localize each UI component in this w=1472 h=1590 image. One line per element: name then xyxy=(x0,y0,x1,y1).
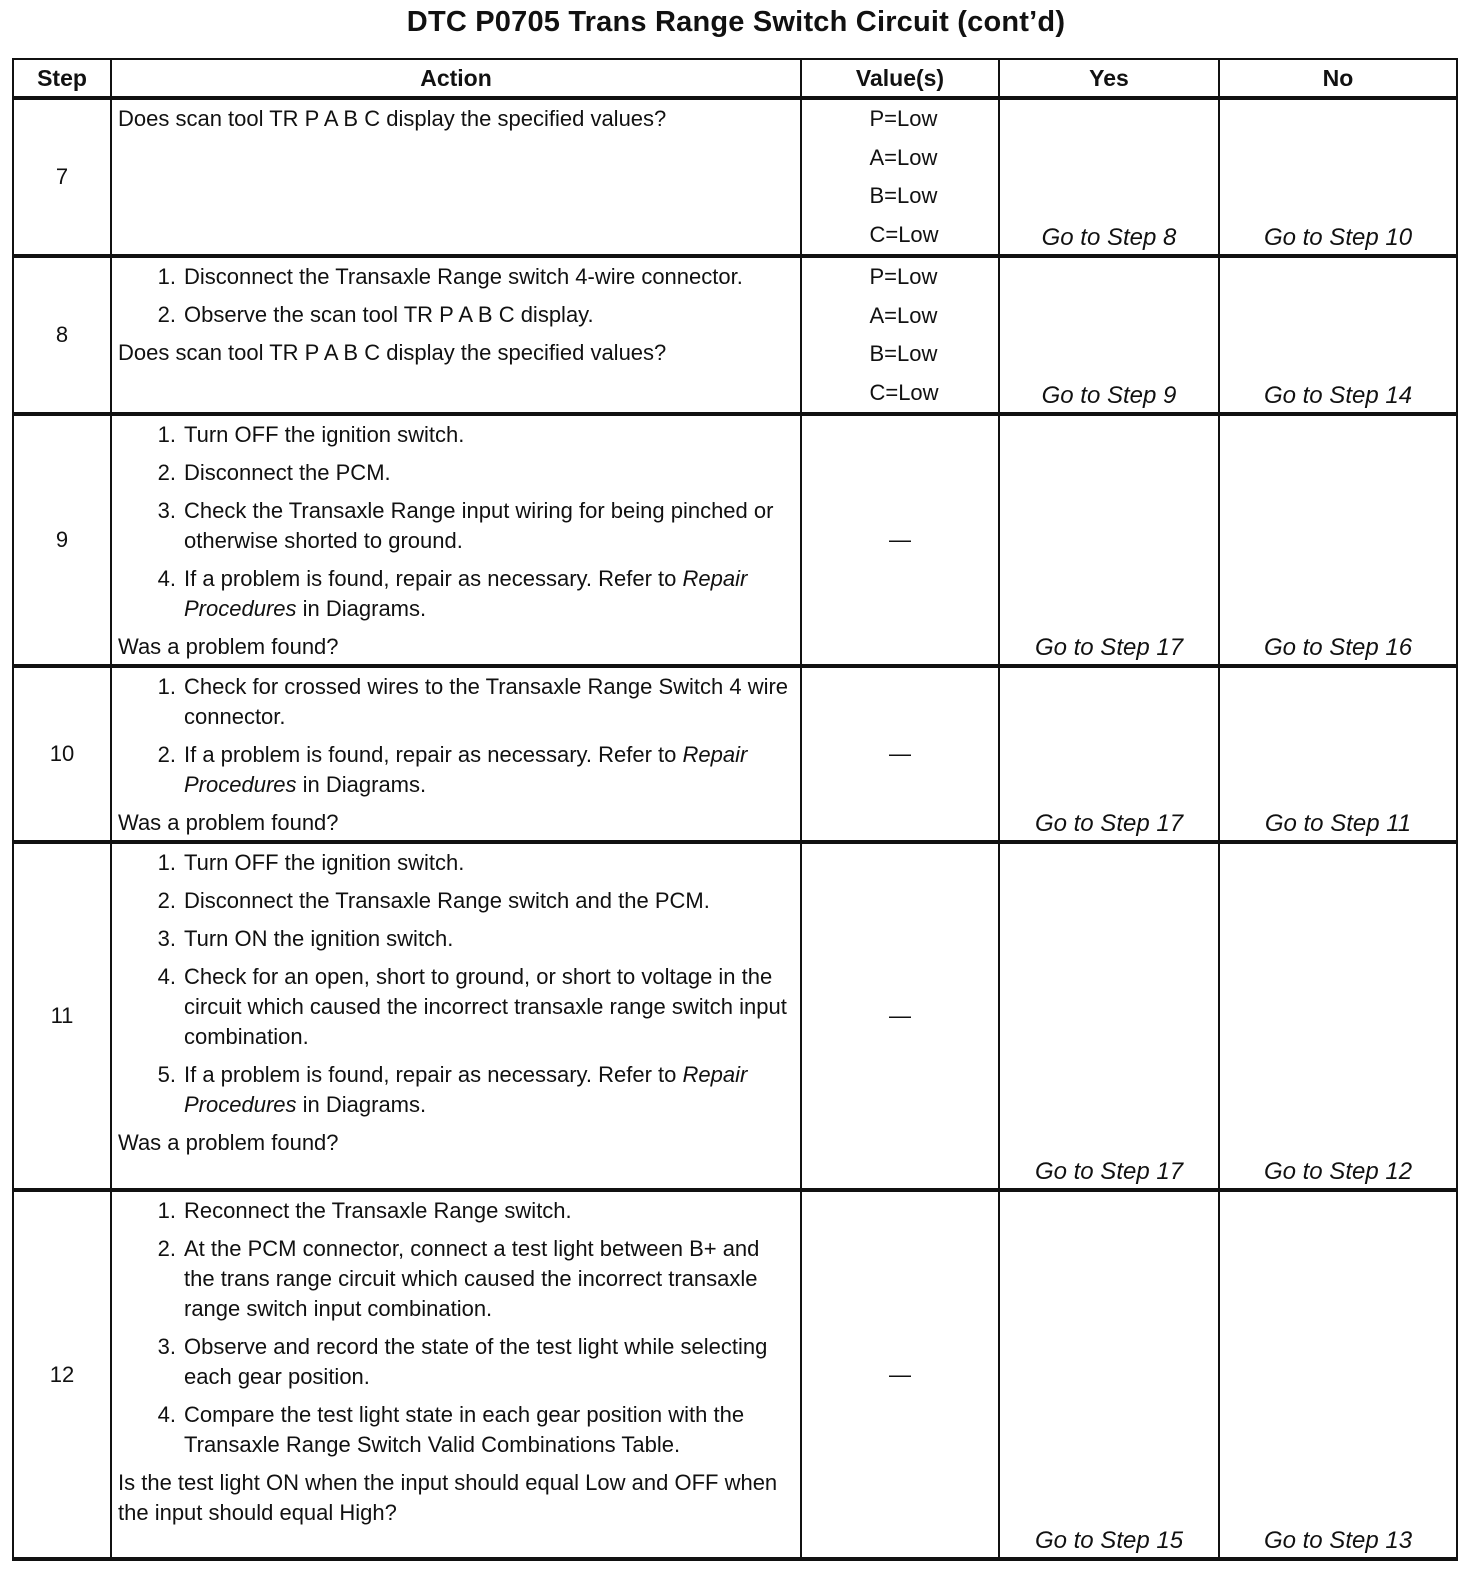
values-cell xyxy=(801,256,999,414)
action-steps-list xyxy=(118,848,794,1120)
action-step-text: If a problem is found, repair as necessary. Refer to xyxy=(184,566,677,591)
action-step-number: 4. xyxy=(157,964,176,989)
step-number: 9 xyxy=(13,414,111,666)
yes-goto: Go to Step 9 xyxy=(999,256,1219,414)
value-item: C=Low xyxy=(869,221,939,247)
action-step-text: Disconnect the Transaxle Range switch 4-wire connector. xyxy=(184,264,743,289)
action-step-number: 2. xyxy=(157,1236,176,1261)
action-cell xyxy=(111,1190,801,1559)
action-step-text: Compare the test light state in each gear position with the Transaxle Range Switch Valid Combinations Table. xyxy=(184,1402,745,1457)
table-row xyxy=(13,1190,1457,1559)
action-step-number: 2. xyxy=(157,742,176,767)
action-question: Was a problem found? xyxy=(118,1130,339,1155)
diagnostic-table xyxy=(12,58,1458,1561)
action-step xyxy=(118,496,794,556)
action-step-text: Observe the scan tool TR P A B C display. xyxy=(184,302,594,327)
action-cell xyxy=(111,666,801,842)
value-item: P=Low xyxy=(869,106,938,131)
action-step xyxy=(118,1332,794,1392)
action-step-text: Turn OFF the ignition switch. xyxy=(184,850,465,875)
yes-goto: Go to Step 17 xyxy=(999,414,1219,666)
action-step-number: 4. xyxy=(157,566,176,591)
table-row xyxy=(13,98,1457,256)
no-goto: Go to Step 16 xyxy=(1219,414,1457,666)
yes-goto: Go to Step 17 xyxy=(999,842,1219,1190)
action-step xyxy=(118,924,794,954)
action-step-text: Turn ON the ignition switch. xyxy=(184,926,454,951)
table-header-row xyxy=(13,59,1457,98)
action-step xyxy=(118,1196,794,1226)
no-goto: Go to Step 10 xyxy=(1219,98,1457,256)
action-step-tail: in Diagrams. xyxy=(302,596,427,621)
action-step-number: 2. xyxy=(157,302,176,327)
table-row xyxy=(13,666,1457,842)
no-goto: Go to Step 14 xyxy=(1219,256,1457,414)
no-goto: Go to Step 11 xyxy=(1219,666,1457,842)
step-number: 7 xyxy=(13,98,111,256)
header-action: Action xyxy=(111,59,801,98)
action-step-tail: in Diagrams. xyxy=(302,772,427,797)
action-step xyxy=(118,420,794,450)
action-question: Was a problem found? xyxy=(118,810,339,835)
table-row xyxy=(13,842,1457,1190)
no-value-dash: — xyxy=(889,741,911,766)
action-cell xyxy=(111,414,801,666)
action-step-number: 4. xyxy=(157,1402,176,1427)
action-step-text: At the PCM connector, connect a test light between B+ and the trans range circuit which caused the incorrect transaxle range switch input combination. xyxy=(184,1236,760,1321)
action-step-text: If a problem is found, repair as necessary. Refer to xyxy=(184,1062,677,1087)
no-value-dash: — xyxy=(889,527,911,552)
action-step-text: Check for crossed wires to the Transaxle Range Switch 4 wire connector. xyxy=(184,674,789,729)
values-cell xyxy=(801,1190,999,1559)
value-item: P=Low xyxy=(869,264,938,289)
action-step xyxy=(118,564,794,624)
table-row xyxy=(13,414,1457,666)
step-number: 12 xyxy=(13,1190,111,1559)
action-step-number: 1. xyxy=(157,422,176,447)
step-number: 10 xyxy=(13,666,111,842)
action-step-text: Disconnect the Transaxle Range switch and the PCM. xyxy=(184,888,710,913)
action-step xyxy=(118,848,794,878)
action-step-number: 2. xyxy=(157,888,176,913)
values-list xyxy=(861,258,938,412)
action-step xyxy=(118,886,794,916)
action-cell xyxy=(111,98,801,256)
action-step-number: 5. xyxy=(157,1062,176,1087)
repair-procedures-reference: Repair Procedures xyxy=(184,742,748,797)
values-list xyxy=(861,100,938,254)
action-steps-list xyxy=(118,420,794,624)
no-goto: Go to Step 13 xyxy=(1219,1190,1457,1559)
action-step xyxy=(118,962,794,1052)
action-step-number: 1. xyxy=(157,1198,176,1223)
action-cell xyxy=(111,842,801,1190)
header-values: Value(s) xyxy=(801,59,999,98)
action-step-text: Observe and record the state of the test light while selecting each gear position. xyxy=(184,1334,768,1389)
action-step-number: 1. xyxy=(157,674,176,699)
header-yes: Yes xyxy=(999,59,1219,98)
action-step xyxy=(118,1234,794,1324)
action-steps-list xyxy=(118,1196,794,1460)
step-number: 8 xyxy=(13,256,111,414)
action-question: Does scan tool TR P A B C display the specified values? xyxy=(118,106,667,131)
action-step-number: 3. xyxy=(157,926,176,951)
action-step xyxy=(118,262,794,292)
yes-goto: Go to Step 17 xyxy=(999,666,1219,842)
page-title: DTC P0705 Trans Range Switch Circuit (cont’d) xyxy=(406,6,1066,38)
action-steps-list xyxy=(118,262,794,330)
action-step-text: Turn OFF the ignition switch. xyxy=(184,422,465,447)
action-step-number: 3. xyxy=(157,1334,176,1359)
action-step xyxy=(118,1400,794,1460)
action-steps-list xyxy=(118,672,794,800)
header-no: No xyxy=(1219,59,1457,98)
action-step-text: If a problem is found, repair as necessary. Refer to xyxy=(184,742,677,767)
step-number: 11 xyxy=(13,842,111,1190)
no-goto: Go to Step 12 xyxy=(1219,842,1457,1190)
yes-goto: Go to Step 15 xyxy=(999,1190,1219,1559)
value-item: B=Low xyxy=(869,341,938,366)
value-item: A=Low xyxy=(869,144,938,170)
values-cell xyxy=(801,666,999,842)
action-step xyxy=(118,740,794,800)
header-step: Step xyxy=(13,59,111,98)
value-item: C=Low xyxy=(869,379,939,405)
action-step-number: 1. xyxy=(157,850,176,875)
action-step-tail: in Diagrams. xyxy=(302,1092,427,1117)
values-cell xyxy=(801,414,999,666)
action-step xyxy=(118,300,794,330)
action-step-text: Check for an open, short to ground, or short to voltage in the circuit which caused the incorrect transaxle range switch input combination. xyxy=(184,964,787,1049)
value-item: B=Low xyxy=(869,183,938,208)
repair-procedures-reference: Repair Procedures xyxy=(184,566,748,621)
action-question: Is the test light ON when the input should equal Low and OFF when the input should equal High? xyxy=(118,1470,778,1525)
repair-procedures-reference: Repair Procedures xyxy=(184,1062,748,1117)
no-value-dash: — xyxy=(889,1361,911,1387)
action-step-text: Disconnect the PCM. xyxy=(184,460,391,485)
values-cell xyxy=(801,842,999,1190)
action-question: Does scan tool TR P A B C display the specified values? xyxy=(118,340,667,365)
action-question: Was a problem found? xyxy=(118,634,339,659)
action-step-text: Check the Transaxle Range input wiring for being pinched or otherwise shorted to ground. xyxy=(184,498,774,553)
action-step xyxy=(118,672,794,732)
action-step-number: 2. xyxy=(157,460,176,485)
action-step-text: Reconnect the Transaxle Range switch. xyxy=(184,1198,572,1223)
action-step xyxy=(118,1060,794,1120)
no-value-dash: — xyxy=(889,1003,911,1028)
value-item: A=Low xyxy=(869,302,938,328)
values-cell xyxy=(801,98,999,256)
action-step-number: 1. xyxy=(157,264,176,289)
action-cell xyxy=(111,256,801,414)
table-row xyxy=(13,256,1457,414)
action-step-number: 3. xyxy=(157,498,176,523)
yes-goto: Go to Step 8 xyxy=(999,98,1219,256)
action-step xyxy=(118,458,794,488)
